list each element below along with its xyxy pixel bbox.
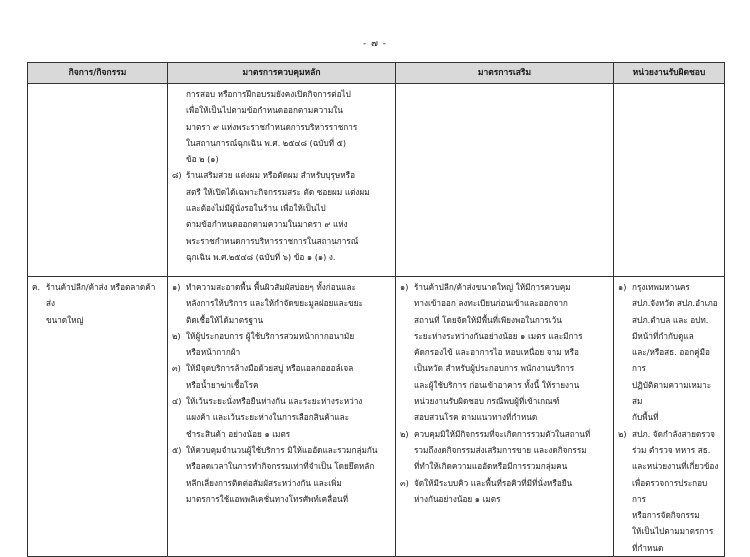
item-number: ๑) xyxy=(400,282,409,292)
text-line: หลังการให้บริการ และให้กำจัดขยะมูลฝอยและขยะ xyxy=(186,298,363,309)
text-line: พระราชกำหนดการบริหารราชการในสถานการณ์ xyxy=(186,235,359,246)
text-line: หรือน้ำยาฆ่าเชื้อโรค xyxy=(186,379,259,390)
text-line: ร้านค้าปลีก/ค้าส่ง หรือตลาดค้าส่ง xyxy=(46,282,156,309)
text-line: ห่างกันอย่างน้อย ๑ เมตร xyxy=(414,493,501,504)
text-line: กับพื้นที่ xyxy=(632,412,659,423)
text-line: ให้ผู้ประกอบการ ผู้ใช้บริการสวมหน้ากากอนามัย xyxy=(186,330,355,341)
text-line: ปฏิบัติตามความเหมาะสม xyxy=(632,379,712,407)
header-extra-measures: มาตรการเสริม xyxy=(396,63,614,84)
text-line: ทำความสะอาดพื้น พื้นผิวสัมผัสบ่อยๆ ทั้งก่อนและ xyxy=(186,282,356,292)
list-item xyxy=(400,279,609,426)
table-row xyxy=(28,84,725,277)
text-line: ควบคุมมิให้มีกิจกรรมที่จะเกิดการรวมตัวในสถานที่ xyxy=(414,428,591,439)
continued-text xyxy=(172,86,391,167)
table-header-row xyxy=(28,63,725,84)
text-line: ร้านเสริมสวย แต่งผม หรือตัดผม สำหรับบุรุษหรือ xyxy=(186,170,355,181)
list-item xyxy=(400,426,609,475)
text-line: ที่ทำให้เกิดความแออัดหรือมีการรวมกลุ่มคน xyxy=(414,461,568,472)
text-line: ฉุกเฉิน พ.ศ.๒๕๔๘ (ฉบับที่ ๖) ข้อ ๑ (๑) ง. xyxy=(186,251,336,262)
text-line: สปภ.จังหวัด สปภ.อำเภอ xyxy=(632,298,718,309)
extra-measures-cell xyxy=(396,277,614,557)
text-line: ให้ควบคุมจำนวนผู้ใช้บริการ มิให้แออัดและรวมกลุ่มกัน xyxy=(186,444,378,455)
item-number: ๑) xyxy=(172,282,181,292)
page-number: - ๗ - xyxy=(363,39,387,49)
text-line: สปภ.ตำบล และ อปท. xyxy=(632,314,709,325)
item-number: ๒) xyxy=(618,428,627,439)
item-number: ๑) xyxy=(618,282,627,292)
text-line: มาตรา ๙ แห่งพระราชกำหนดการบริหารราชการ xyxy=(186,121,358,132)
item-number: ๓) xyxy=(172,363,181,374)
agency-cell xyxy=(614,84,725,277)
extra-measures-cell xyxy=(396,84,614,277)
item-number: ค. xyxy=(32,282,41,292)
text-line: ให้เว้นระยะนั่งหรือยืนห่างกัน และระยะห่างระหว่าง xyxy=(186,396,363,407)
main-measures-cell xyxy=(168,84,396,277)
list-item xyxy=(172,360,391,393)
text-line: เป็นหวัด สำหรับผู้ประกอบการ พนักงานบริการ xyxy=(414,363,575,374)
text-line: คัดกรองไข้ และอาการไอ หอบเหนื่อย จาม หรือ xyxy=(414,347,579,358)
text-line: แผงค้า และเว้นระยะห่างในการเลือกสินค้าและ xyxy=(186,412,350,423)
text-line: มาตรการใช้แอพพลิเคชั่นทางโทรศัพท์เคลื่อนที่ xyxy=(186,493,349,504)
item-number: ๓) xyxy=(400,477,409,488)
item-number: ๒) xyxy=(172,330,181,341)
activity-item xyxy=(32,279,163,328)
list-item xyxy=(172,167,391,265)
text-line: และต้องไม่มีผู้นั่งรอในร้าน เพื่อให้เป็นไป xyxy=(186,203,326,214)
text-line: หรือการจัดกิจกรรม xyxy=(632,510,700,521)
activity-cell xyxy=(28,84,168,277)
text-line: ร่วม ตำรวจ ทหาร สธ. xyxy=(632,444,711,455)
header-activity: กิจการ/กิจกรรม xyxy=(28,63,168,84)
text-line: ตามข้อกำหนดออกตามความในมาตรา ๙ แห่ง xyxy=(186,219,348,230)
text-line: สตรี ให้เปิดได้เฉพาะกิจกรรมสระ ตัด ซอยผม แต่งผม xyxy=(186,186,370,197)
agency-cell xyxy=(614,277,725,557)
text-line: จัดให้มีระบบคิว และพื้นที่รอคิวที่มีที่นั่งหรือยืน xyxy=(414,477,573,488)
text-line: กรุงเทพมหานคร xyxy=(632,282,690,292)
text-line: สอบสวนโรค ตามแนวทางที่กำหนด xyxy=(414,412,538,423)
text-line: ชำระสินค้า อย่างน้อย ๑ เมตร xyxy=(186,428,291,439)
text-line: สถานที่ โดยจัดให้มีพื้นที่เพียงพอในการเว้น xyxy=(414,314,562,325)
text-line: เพื่อตรวจการประกอบการ xyxy=(632,477,708,504)
list-item xyxy=(172,442,391,507)
activity-cell xyxy=(28,277,168,557)
item-number: ๕) xyxy=(172,444,182,455)
text-line: หลีกเลี่ยงการติดต่อสัมผัสระหว่างกัน และเพิ่ม xyxy=(186,477,342,488)
item-number: ๘) xyxy=(172,170,182,181)
text-line: เพื่อให้เป็นไปตามข้อกำหนดออกตามความใน xyxy=(186,105,343,116)
header-main-measures: มาตรการควบคุมหลัก xyxy=(168,63,396,84)
list-item xyxy=(400,475,609,508)
text-line: ที่กำหนด xyxy=(632,542,664,553)
list-item xyxy=(618,279,720,426)
text-line: ข้อ ๒ (๑) xyxy=(186,154,219,165)
list-item xyxy=(172,328,391,361)
text-line: รวมถึงงดกิจกรรมส่งเสริมการขาย และงดกิจกรรม xyxy=(414,444,587,455)
text-line: มีหน้าที่กำกับดูแล xyxy=(632,330,694,341)
text-line: และหน่วยงานที่เกี่ยวข้อง xyxy=(632,461,719,472)
list-item xyxy=(618,426,720,556)
item-number: ๒) xyxy=(400,428,409,439)
text-line: ทางเข้าออก ลงทะเบียนก่อนเข้าและออกจาก xyxy=(414,298,568,309)
text-line: ติดเชื้อให้ได้มาตรฐาน xyxy=(186,314,264,325)
measures-table xyxy=(27,62,725,557)
text-line: ให้เป็นไปตามมาตรการ xyxy=(632,526,714,537)
text-line: และ/หรือสธ. ออกคู่มือการ xyxy=(632,347,710,374)
text-line: ระยะห่างระหว่างกันอย่างน้อย ๑ เมตร และมีการ xyxy=(414,330,583,341)
item-number: ๔) xyxy=(172,396,182,407)
text-line: หรือลดเวลาในการทำกิจกรรมเท่าที่จำเป็น โดยยึดหลัก xyxy=(186,461,375,472)
text-line: การสอบ หรือการฝึกอบรมยังคงเปิดกิจการต่อไป xyxy=(186,89,351,99)
text-line: ขนาดใหญ่ xyxy=(46,314,84,325)
text-line: ร้านค้าปลีก/ค้าส่งขนาดใหญ่ ให้มีการควบคุม xyxy=(414,282,571,292)
header-agency: หน่วยงานรับผิดชอบ xyxy=(614,63,725,84)
text-line: หรือหน้ากากผ้า xyxy=(186,347,241,358)
text-line: หน่วยงานรับผิดชอบ กรณีพบผู้ที่เข้าเกณฑ์ xyxy=(414,396,560,407)
text-line: สปภ. จัดกำลังสายตรวจ xyxy=(632,428,715,439)
list-item xyxy=(172,393,391,442)
text-line: ในสถานการณ์ฉุกเฉิน พ.ศ. ๒๕๔๘ (ฉบับที่ ๕) xyxy=(186,137,347,148)
main-measures-cell xyxy=(168,277,396,557)
text-line: และผู้ใช้บริการ ก่อนเข้าอาคาร ทั้งนี้ ให้รายงาน xyxy=(414,379,580,390)
table-row xyxy=(28,277,725,557)
list-item xyxy=(172,279,391,328)
text-line: ให้มีจุดบริการล้างมือด้วยสบู่ หรือแอลกอฮอล์เจล xyxy=(186,363,354,374)
